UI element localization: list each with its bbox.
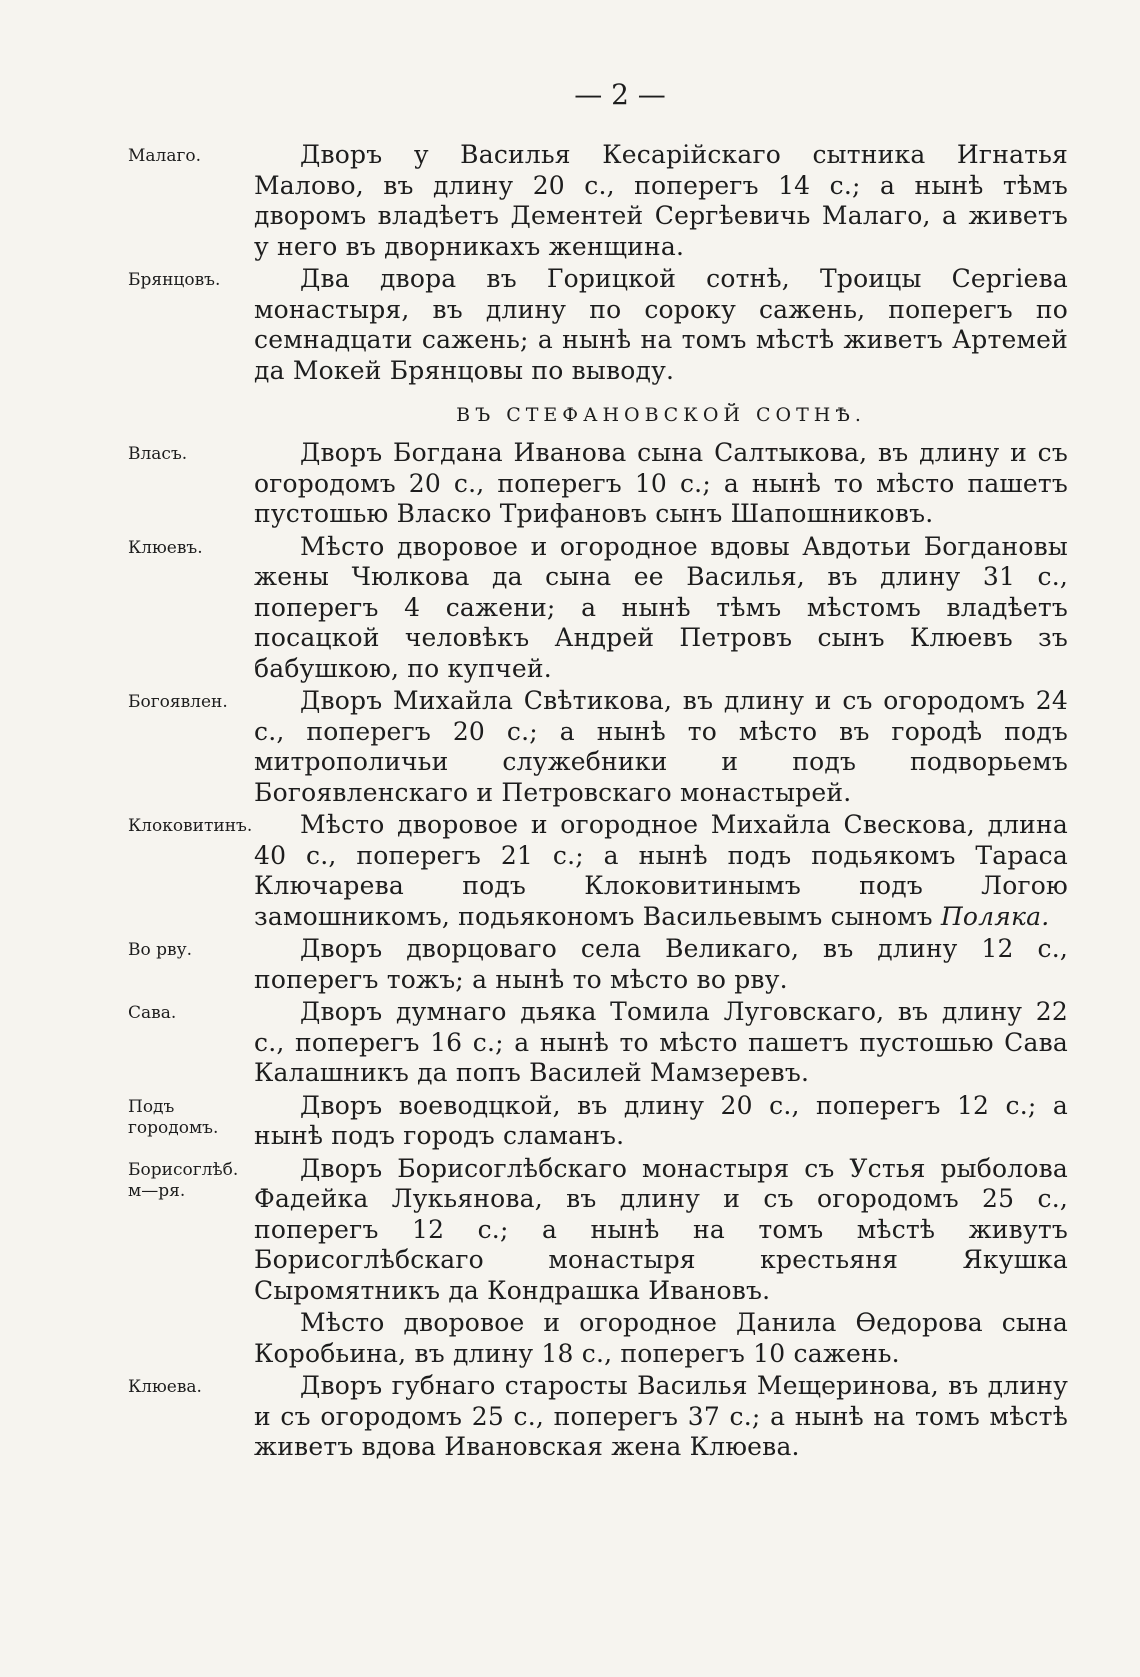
entry-text: Дворъ думнаго дьяка Томила Луговскаго, въ длину 22 с., поперегъ 16 с.; а нынѣ то мѣсто пашетъ пустошью Сава Калашникъ да попъ Василей Мамзеревъ.: [254, 997, 1068, 1087]
entry-text: Дворъ воеводцкой, въ длину 20 с., поперегъ 12 с.; а нынѣ подъ городъ сламанъ.: [254, 1090, 1068, 1150]
entry-text: Дворъ губнаго старосты Василья Мещеринова, въ длину и съ огородомъ 25 с., поперегъ 37 с.; а нынѣ на томъ мѣстѣ живетъ вдова Ивановская жена Клюева.: [254, 1371, 1068, 1461]
entry: [128, 997, 1068, 1089]
margin-note: Подъ городомъ.: [128, 1096, 219, 1138]
entry-text-plain: Мѣсто дворовое и огородное Михайла Свескова, длина 40 с., поперегъ 21 с.; а нынѣ подъ подьякомъ Тараса Ключарева подъ Клоковитинымъ подъ Логою замошникомъ, подьякономъ Васильевымъ сыномъ: [254, 810, 1068, 931]
page-content: [128, 140, 1068, 1465]
entry: [128, 1371, 1068, 1463]
entry-text: Мѣсто дворовое и огородное Данила Ѳедорова сына Коробьина, въ длину 18 с., поперегъ 10 сажень.: [254, 1308, 1068, 1368]
page-number: — 2 —: [574, 78, 666, 111]
entry: [128, 1091, 1068, 1152]
entry-text: Дворъ дворцоваго села Великаго, въ длину 12 с., поперегъ тожъ; а нынѣ то мѣсто во рву.: [254, 934, 1068, 994]
entry: [128, 1154, 1068, 1307]
entry: [128, 532, 1068, 685]
margin-note: Клюевъ.: [128, 537, 203, 558]
margin-note: Сава.: [128, 1003, 177, 1023]
margin-note: Брянцовъ.: [128, 270, 221, 290]
entry-text-italic: Поляка.: [940, 901, 1050, 931]
entry-text: Дворъ у Василья Кесарійскаго сытника Игнатья Малово, въ длину 20 с., поперегъ 14 с.; а нынѣ тѣмъ дворомъ владѣетъ Дементей Сергѣевичь Малаго, а живетъ у него въ дворникахъ женщина.: [254, 140, 1068, 261]
entry: [128, 438, 1068, 530]
margin-note: Во рву.: [128, 940, 192, 960]
entry: [128, 934, 1068, 995]
entry: [128, 264, 1068, 386]
entry-text: Дворъ Богдана Иванова сына Салтыкова, въ длину и съ огородомъ 20 с., поперегъ 10 с.; а нынѣ то мѣсто пашетъ пустошью Власко Трифановъ сынъ Шапошниковъ.: [254, 438, 1068, 528]
margin-note: Борисоглѣб. м—ря.: [128, 1159, 239, 1201]
entry-text: Дворъ Борисоглѣбскаго монастыря съ Устья рыболова Фадейка Лукьянова, въ длину и съ огородомъ 25 с., поперегъ 12 с.; а нынѣ на томъ мѣстѣ живутъ Борисоглѣбскаго монастыря крестьяня Якушка Сыромятникъ да Кондрашка Ивановъ.: [254, 1153, 1068, 1305]
margin-note: Богоявлен.: [128, 692, 228, 712]
entry-text: [254, 810, 1068, 932]
entry: [128, 1308, 1068, 1369]
entry-text: Дворъ Михайла Свѣтикова, въ длину и съ огородомъ 24 с., поперегъ 20 с.; а нынѣ то мѣсто въ городѣ подъ митрополичьи служебники и подъ подворьемъ Богоявленскаго и Петровскаго монастырей.: [254, 686, 1068, 807]
margin-note: Клоковитинъ.: [128, 816, 253, 836]
entry: [128, 810, 1068, 932]
entry-text: Два двора въ Горицкой сотнѣ, Троицы Сергіева монастыря, въ длину по сороку сажень, поперегъ по семнадцати сажень; а нынѣ на томъ мѣстѣ живетъ Артемей да Мокей Брянцовы по выводу.: [254, 264, 1068, 385]
section-heading: ВЪ СТЕФАНОВСКОЙ СОТНѢ.: [456, 404, 866, 426]
margin-note: Клюева.: [128, 1377, 202, 1397]
entry-text: Мѣсто дворовое и огородное вдовы Авдотьи Богдановы жены Чюлкова да сына ее Василья, въ длину 31 с., поперегъ 4 сажени; а нынѣ тѣмъ мѣстомъ владѣетъ посацкой человѣкъ Андрей Петровъ сынъ Клюевъ зъ бабушкою, по купчей.: [254, 531, 1068, 683]
margin-note: Малаго.: [128, 146, 202, 166]
margin-note: Власъ.: [128, 444, 188, 464]
entry: [128, 140, 1068, 262]
entry: [128, 686, 1068, 808]
